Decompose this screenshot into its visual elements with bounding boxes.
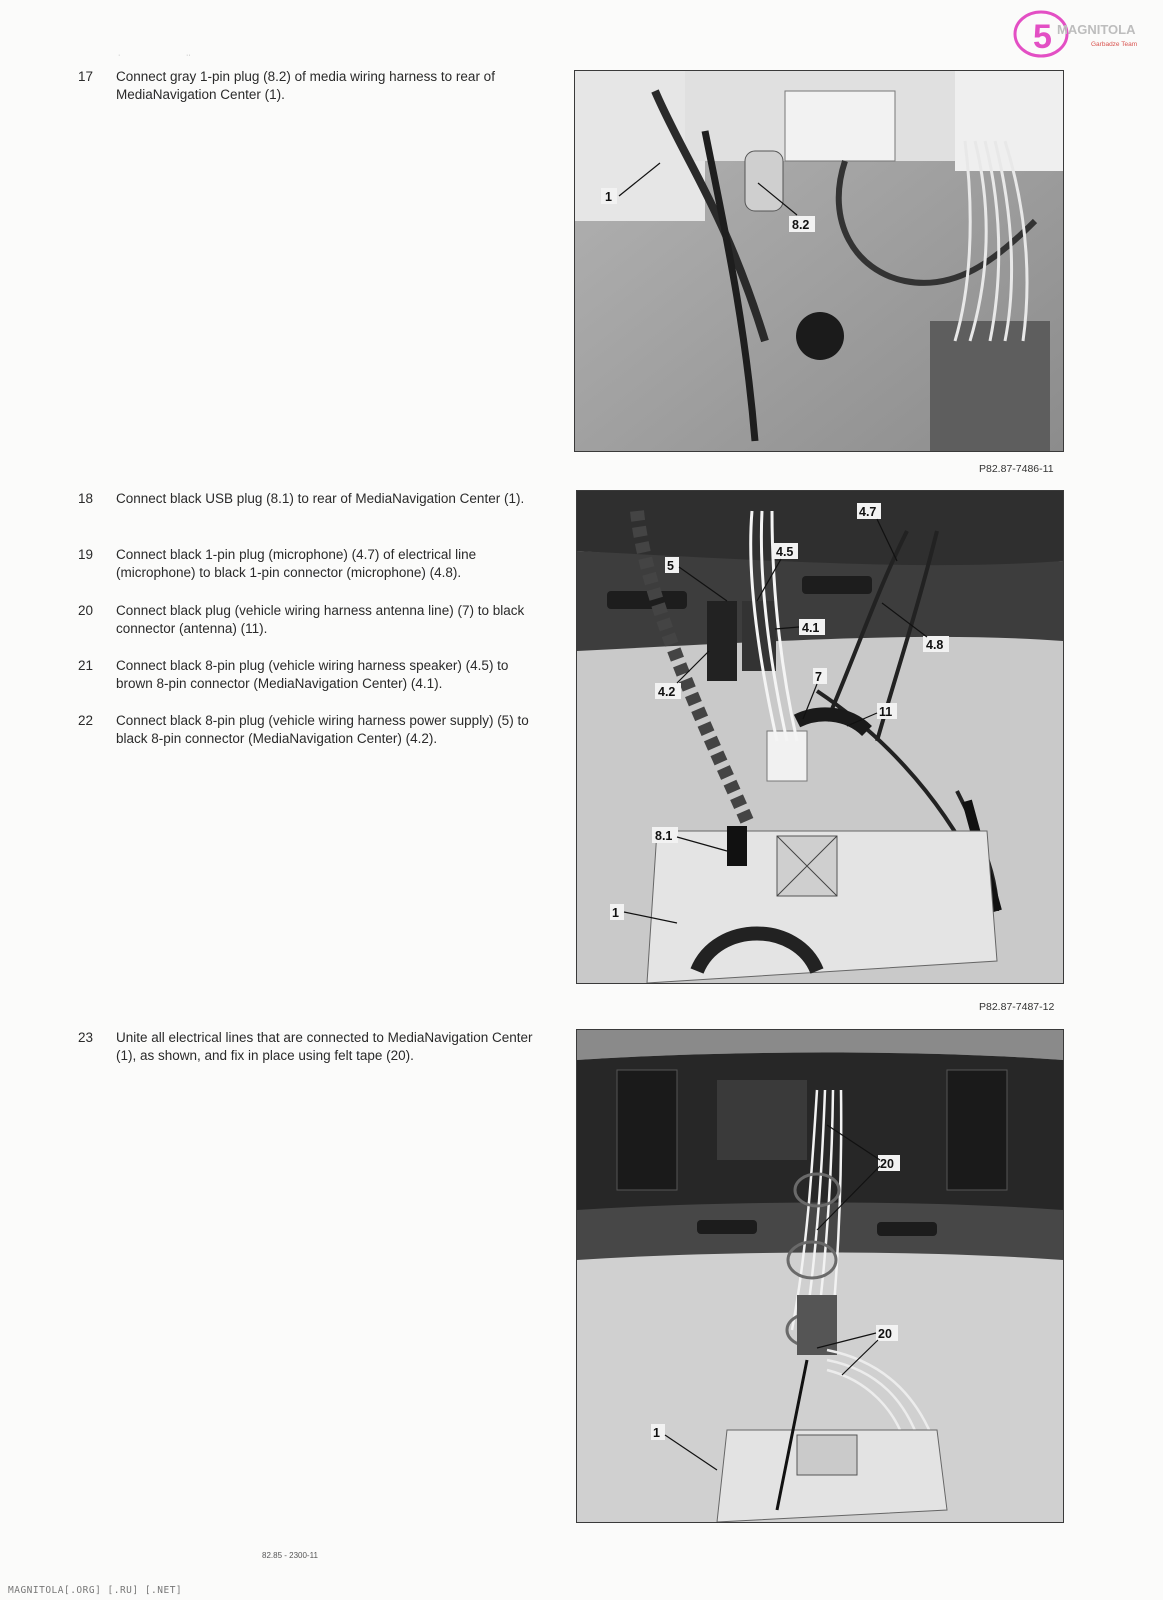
site-watermark: MAGNITOLA[.ORG] [.RU] [.NET] [8,1585,183,1596]
step-text: Connect black 8-pin plug (vehicle wiring harness speaker) (4.5) to brown 8-pin connector (MediaNavigation Center) (4.1). [116,658,509,691]
step-text: Unite all electrical lines that are connected to MediaNavigation Center (1), as shown, and fix in place using felt tape (20). [116,1030,533,1063]
figure-3-photo [576,1029,1064,1523]
figure-1-reference: P82.87-7486-11 [979,463,1054,475]
page-number: 82.85 - 2300-11 [262,1551,318,1560]
step-text: Connect black 1-pin plug (microphone) (4.7) of electrical line (microphone) to black 1-pin connector (microphone) (4.8). [116,547,477,580]
svg-text:Garbadze Team: Garbadze Team [1091,41,1138,48]
step-number: 22 [78,713,94,728]
callout-4-8: 4.8 [926,638,944,652]
step-21 [78,657,548,693]
step-number: 20 [78,603,94,618]
scan-mark: · [118,52,121,59]
step-text: Connect black 8-pin plug (vehicle wiring harness power supply) (5) to black 8-pin connector (MediaNavigation Center) (4.2). [116,713,529,746]
step-number: 18 [78,491,94,506]
figure-2-reference: P82.87-7487-12 [979,1001,1055,1013]
callout-4-1: 4.1 [802,621,820,635]
callout-4-7: 4.7 [859,505,877,519]
callout-20: 20 [880,1157,894,1171]
step-number: 23 [78,1030,94,1045]
callout-8-2: 8.2 [792,218,810,232]
callout-11: 11 [879,705,893,719]
svg-text:MAGNITOLA: MAGNITOLA [1057,22,1136,37]
callout-1: 1 [653,1426,660,1440]
callout-8-1: 8.1 [655,829,673,843]
callout-1: 1 [612,906,619,920]
step-18 [78,490,548,508]
step-17 [78,68,548,104]
figure-1-photo [574,70,1064,452]
step-22 [78,712,548,748]
step-text: Connect gray 1-pin plug (8.2) of media wiring harness to rear of MediaNavigation Center (1). [116,69,495,102]
callout-4-2: 4.2 [658,685,676,699]
magnitola-logo [1011,8,1151,60]
scan-mark: ·· [186,52,191,59]
step-number: 17 [78,69,94,84]
step-19 [78,546,548,582]
callout-20: 20 [878,1327,892,1341]
step-20 [78,602,548,638]
figure-2-photo [576,490,1064,984]
callout-5: 5 [667,559,674,573]
svg-text:5: 5 [1033,18,1052,56]
step-text: Connect black plug (vehicle wiring harness antenna line) (7) to black connector (antenna) (11). [116,603,525,636]
step-text: Connect black USB plug (8.1) to rear of MediaNavigation Center (1). [116,491,525,506]
callout-4-5: 4.5 [776,545,794,559]
step-number: 21 [78,658,94,673]
callout-7: 7 [815,670,822,684]
step-number: 19 [78,547,94,562]
callout-1: 1 [605,190,612,204]
step-23 [78,1029,548,1065]
